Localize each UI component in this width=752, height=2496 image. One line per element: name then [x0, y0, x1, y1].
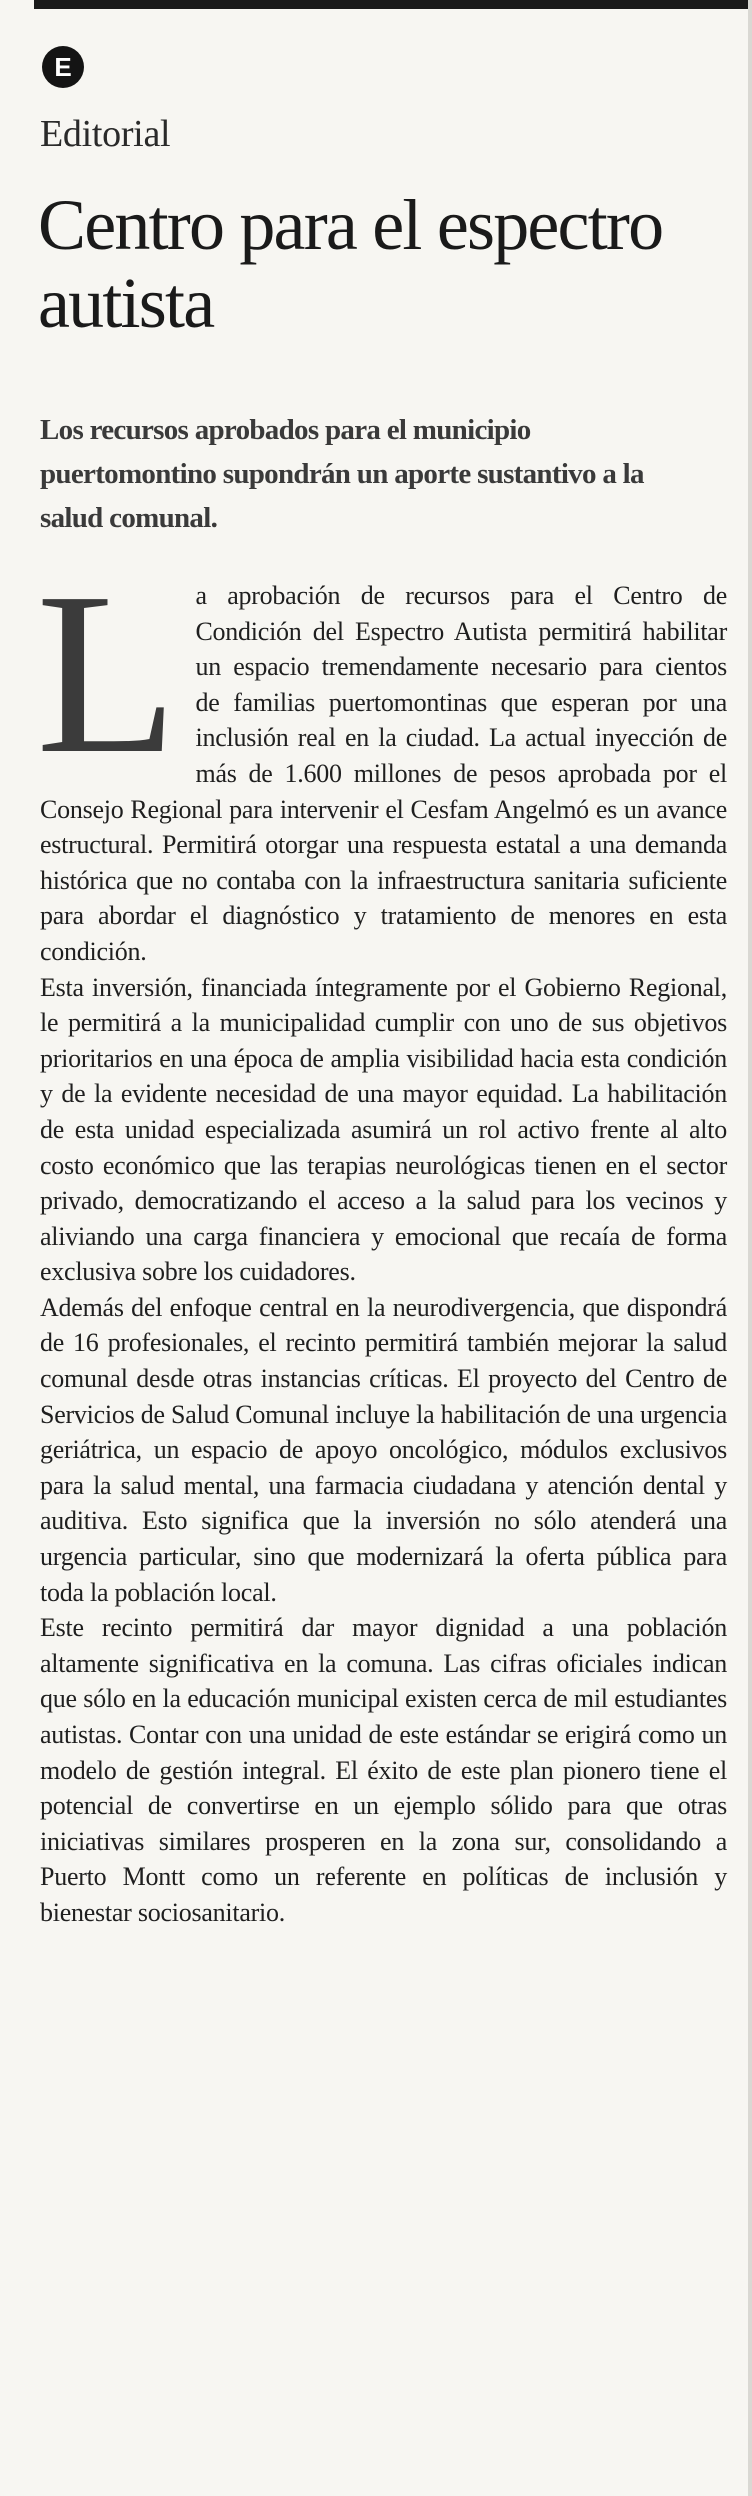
- paragraph-1: a aprobación de recursos para el Centro de Condición del Espectro Autista permitirá habilitar un espacio tremendamente necesario para cientos de familias puertomontinas que esperan por una inclusión real en la ciudad. La actual inyección de más de 1.600 millones de pesos aprobada por el Consejo Regional para intervenir el Cesfam Angelmó es un avance estructural. Permitirá otorgar una respuesta estatal a una demanda histórica que no contaba con la infraestructura sanitaria suficiente para abordar el diagnóstico y tratamiento de menores en esta condición.: [40, 581, 727, 966]
- article-body: [36, 545, 727, 1931]
- page-edge: [748, 0, 752, 2496]
- drop-cap: L: [36, 545, 178, 802]
- paragraph-3: Además del enfoque central en la neurodivergencia, que dispondrá de 16 profesionales, el recinto permitirá también mejorar la salud comunal desde otras instancias críticas. El proyecto del Centro de Servicios de Salud Comunal incluye la habilitación de una urgencia geriátrica, un espacio de apoyo oncológico, módulos exclusivos para la salud mental, una farmacia ciudadana y atención dental y auditiva. Esto significa que la inversión no sólo atenderá una urgencia particular, sino que modernizará la oferta pública para toda la población local.: [40, 1292, 727, 1607]
- paragraph-4: Este recinto permitirá dar mayor dignidad a una población altamente significativa en la comuna. Las cifras oficiales indican que sólo en la educación municipal existen cerca de mil estudiantes autistas. Contar con una unidad de este estándar se erigirá como un modelo de gestión integral. El éxito de este plan pionero tiene el potencial de convertirse en un ejemplo sólido para que otras iniciativas similares prosperen en la zona sur, consolidando a Puerto Montt como un referente en políticas de inclusión y bienestar sociosanitario.: [40, 1613, 727, 1927]
- deck: Los recursos aprobados para el municipio puertomontino supondrán un aporte sustantivo a la salud comunal.: [40, 414, 644, 534]
- paragraph-2: Esta inversión, financiada íntegramente por el Gobierno Regional, le permitirá a la municipalidad cumplir con uno de sus objetivos prioritarios en una época de amplia visibilidad hacia esta condición y de la evidente necesidad de una mayor equidad. La habilitación de esta unidad especializada asumirá un rol activo frente al alto costo económico que las terapias neurológicas tienen en el sector privado, democratizando el acceso a la salud para los vecinos y aliviando una carga financiera y emocional que recaía de forma exclusiva sobre los cuidadores.: [40, 972, 727, 1287]
- section-badge-icon: E: [42, 46, 84, 88]
- headline: Centro para el espectro autista: [38, 185, 663, 343]
- top-rule: [34, 0, 752, 9]
- section-label: Editorial: [40, 113, 171, 155]
